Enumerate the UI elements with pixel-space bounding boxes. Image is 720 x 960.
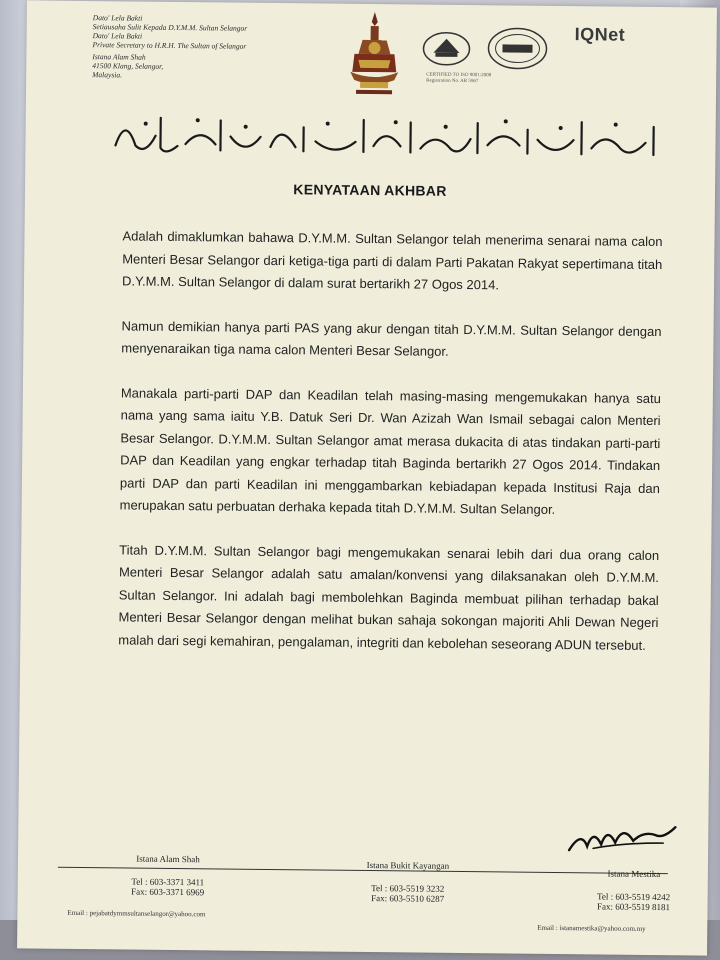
office-tel: Tel : 603-5519 4242 [597,890,671,902]
office-tel: Tel : 603-5519 3232 [371,882,445,894]
footer-office-bukit-kayangan [348,860,468,905]
office-fax: Fax: 603-5519 8181 [596,901,671,913]
office-name: Istana Alam Shah [136,853,200,865]
sender-line: Dato' Lela Bakti [92,31,143,41]
office-fax: Fax: 603-5510 6287 [371,893,445,904]
footer-office-mestika [573,868,693,913]
statement-paragraph: Adalah dimaklumkan bahawa D.Y.M.M. Sultan Selangor telah menerima senarai nama calon Menteri Besar Selangor dari ketiga-tiga parti di dalam Parti Pakatan Rakyat sepertimana titah D.Y.M.M. Sultan Selangor di dalam surat bertarikh 27 Ogos 2014. [121,228,663,293]
press-statement-sheet [17,0,717,955]
office-fax: Fax: 603-3371 6969 [131,886,205,898]
sender-line: Malaysia. [92,70,123,80]
cert-line: CERTIFIED TO ISO 9001:2008 [426,72,492,79]
certification-seal-icon [486,25,548,72]
iqnet-logo-text: IQNet [574,24,626,45]
signature-mark [563,812,683,861]
office-name: Istana Bukit Kayangan [366,860,450,871]
sender-line: Setiausaha Sulit Kepada D.Y.M.M. Sultan Selangor [92,22,248,33]
footer-email-left: Email : pejabatdymmsultanselangor@yahoo.com [67,908,206,919]
sender-line: 41500 Klang, Selangor, [92,61,164,71]
office-tel: Tel : 603-3371 3411 [131,876,205,887]
statement-body [118,225,663,679]
royal-crest-icon [344,10,405,99]
sender-line: Dato' Lela Bakti [92,13,143,23]
sender-address-block [92,13,353,82]
cert-line: Registration No. AR 5967 [426,78,479,85]
certification-text [426,73,556,86]
statement-paragraph: Titah D.Y.M.M. Sultan Selangor bagi mengemukakan senarai lebih dari dua orang calon Menteri Besar Selangor adalah satu amalan/konvensi yang dilaksanakan oleh D.Y.M.M. Sultan Selangor. Ini adalah bagi membolehkan Baginda membuat pilihan terhadap bakal Menteri Besar Selangor dengan melihat bukan sahaja sokongan majoriti Ahli Dewan Negeri malah dari segi kemahiran, pengalaman, integriti dan kebolehan seseorang ADUN tersebut. [118,541,660,653]
statement-paragraph: Namun demikian hanya parti PAS yang akur dengan titah D.Y.M.M. Sultan Selangor dengan menyenaraikan tiga nama calon Menteri Besar Selangor. [121,317,662,359]
office-name: Istana Mestika [607,868,661,880]
document-title: KENYATAAN AKHBAR [293,181,447,199]
footer-email-right: Email : istanamestika@yahoo.com.my [537,923,646,933]
sender-line: Private Secretary to H.R.H. The Sultan of Selangor [92,40,247,51]
sender-line: Istana Alam Shah [92,52,146,62]
certification-logo-icon [421,31,471,68]
jawi-calligraphy-heading [105,105,666,171]
statement-paragraph: Manakala parti-parti DAP dan Keadilan telah masing-masing mengemukakan hanya satu nama yang sama iaitu Y.B. Datuk Seri Dr. Wan Azizah Wan Ismail sebagai calon Menteri Besar Selangor. D.Y.M.M. Sultan Selangor amat merasa dukacita di atas tindakan parti-parti DAP dan Keadilan yang engkar terhadap titah Baginda bertarikh 27 Ogos 2014. Tindakan parti DAP dan parti Keadilan ini menggambarkan kebiadapan kepada Institusi Raja dan merupakan satu perbuatan derhaka kepada titah D.Y.M.M. Sultan Selangor. [119,384,661,517]
footer-office-alam-shah [108,853,228,898]
